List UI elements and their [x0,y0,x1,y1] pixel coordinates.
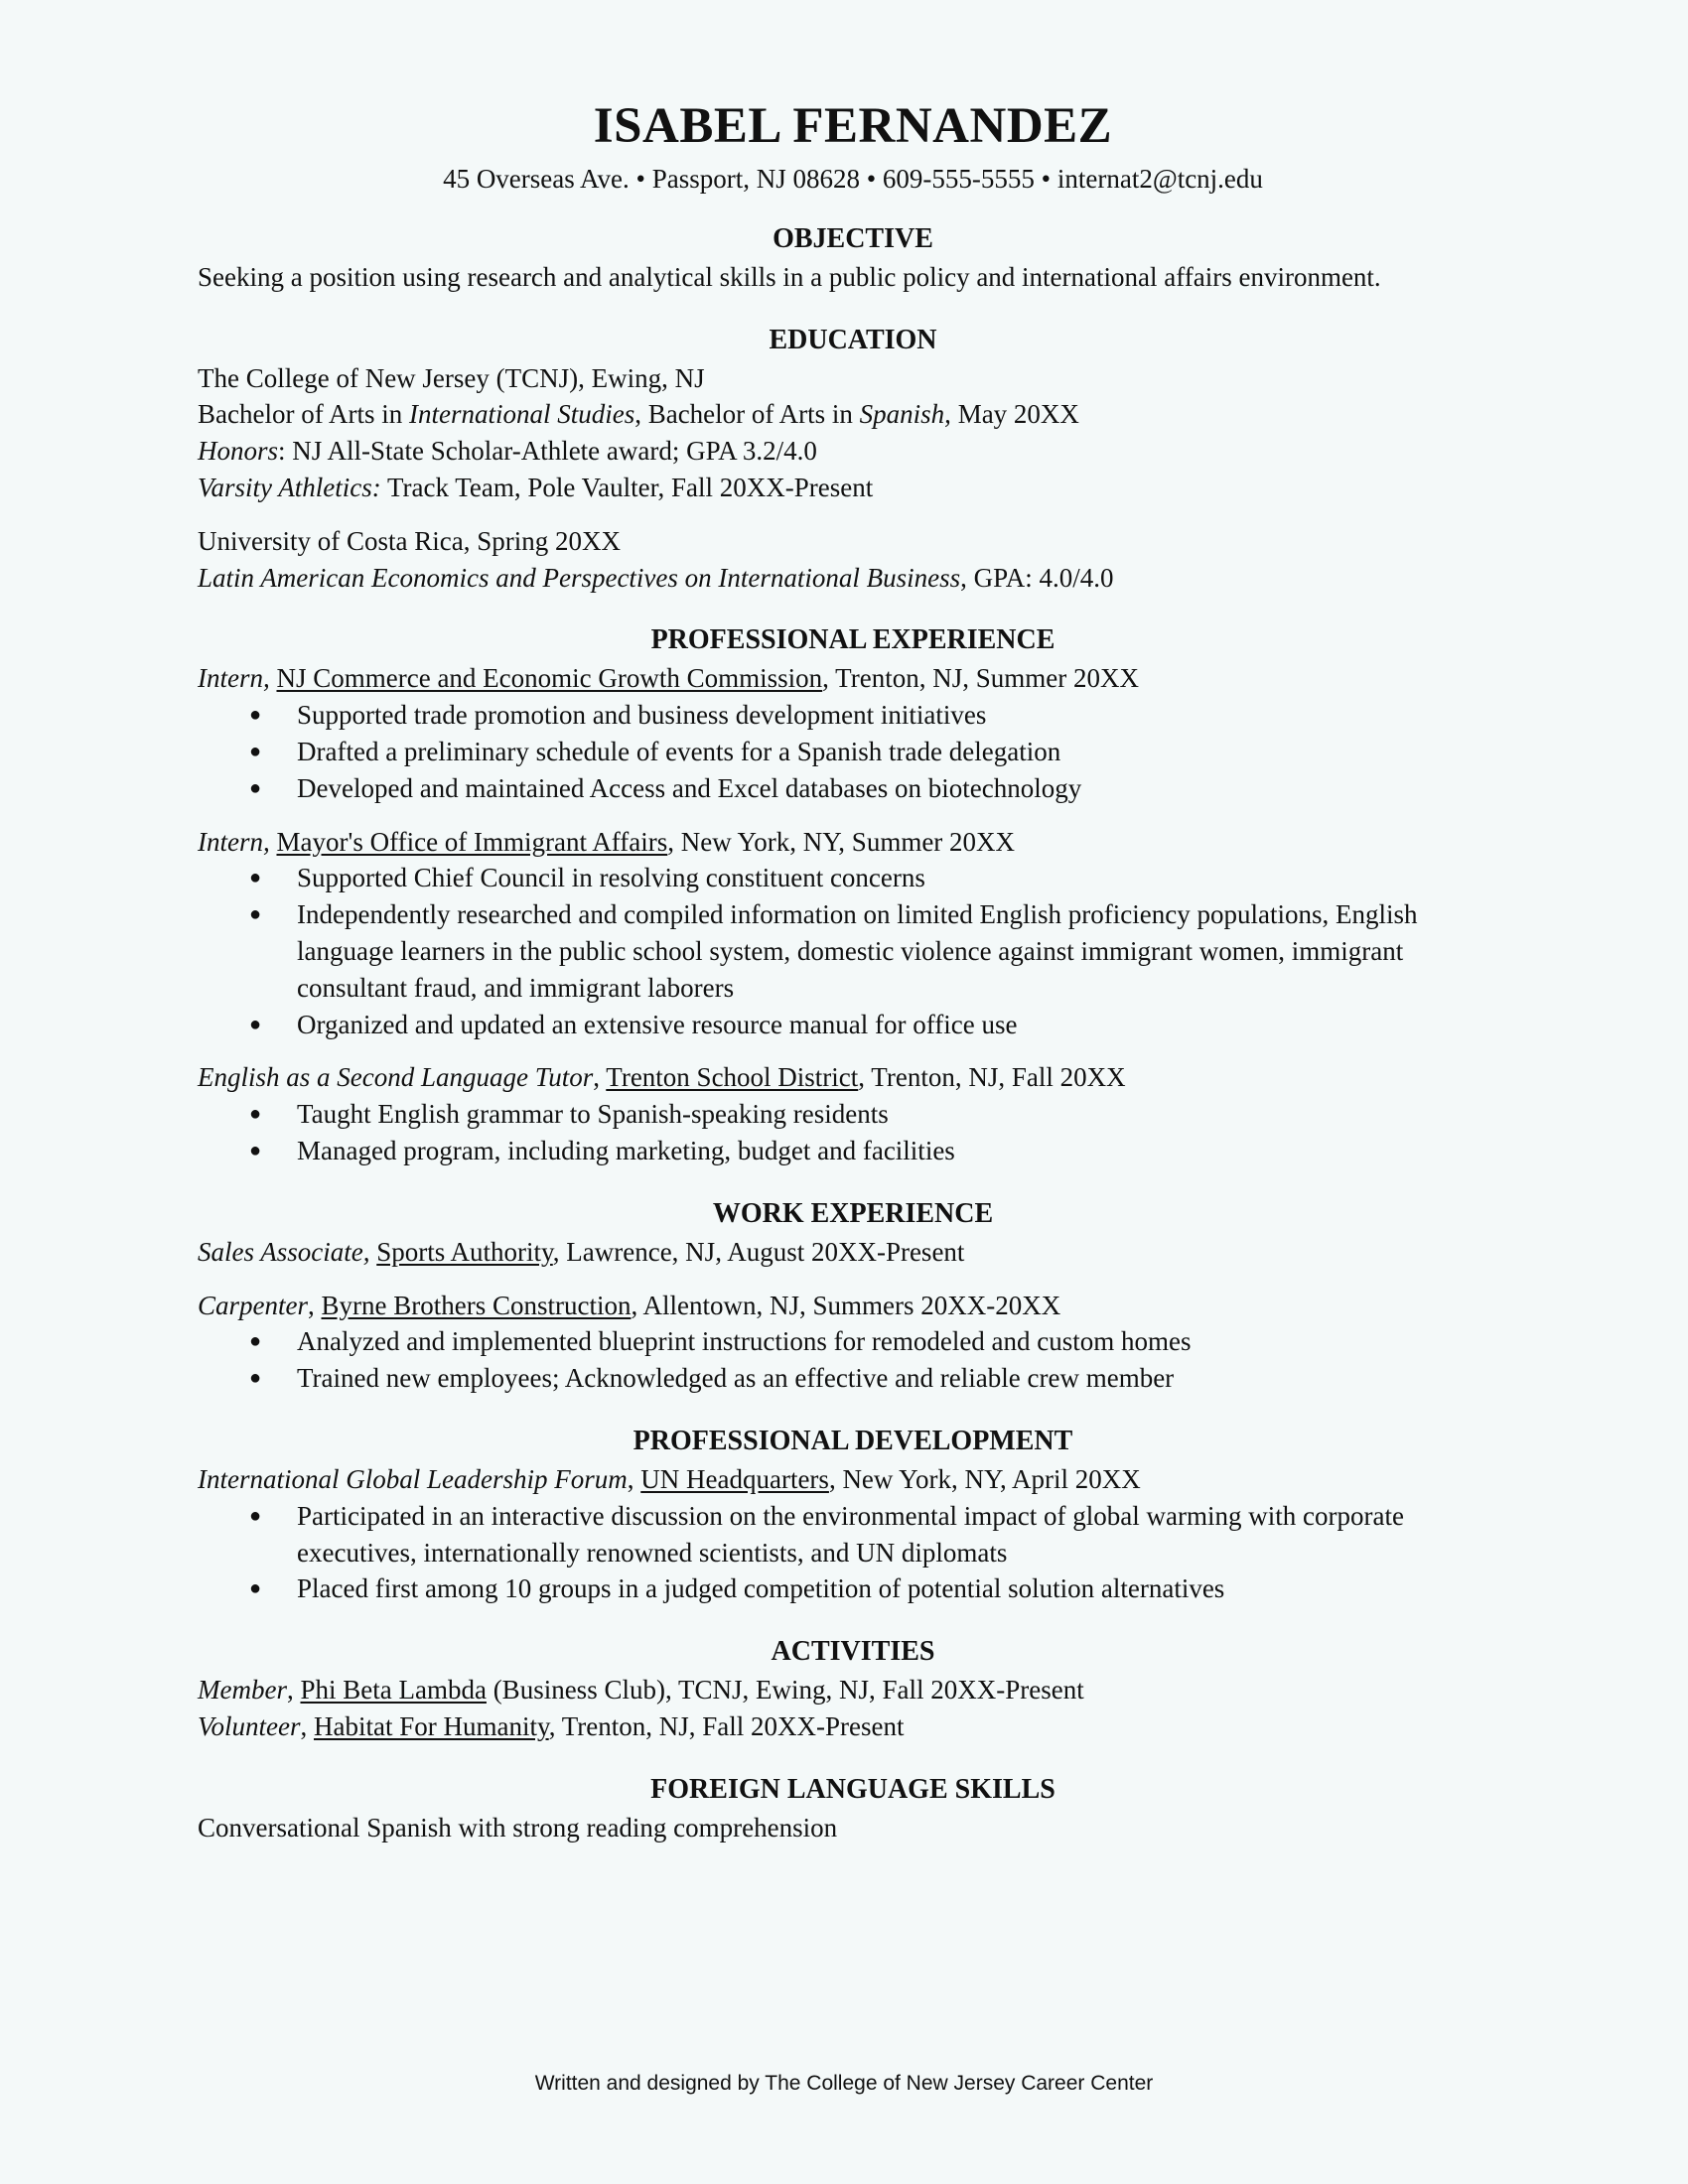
bullet-text: Developed and maintained Access and Excel databases on biotechnology [297,772,1082,803]
bullet-icon: ● [249,1013,262,1035]
job-details: , Lawrence, NJ, August 20XX-Present [552,1236,965,1267]
activity-organization: Habitat For Humanity [313,1710,549,1741]
activity-item: Volunteer, Habitat For Humanity, Trenton, NJ, Fall 20XX-Present [198,1710,905,1741]
bullet-text: Independently researched and compiled information on limited English proficiency populations, English language learners in the public school system, domestic violence against immigrant women, immigrant consultant fraud, and immigrant laborers [297,899,1418,1003]
job-entry [198,1288,1508,1397]
degree-date: May 20XX [950,399,1079,430]
athletics-line [198,470,1508,506]
job-title: English as a Second Language Tutor [198,1062,594,1093]
bullet-text: Taught English grammar to Spanish-speaking residents [297,1099,889,1130]
degree-major-1: International Studies [408,399,635,430]
job-title-line [198,660,1508,697]
school-name: University of Costa Rica, Spring 20XX [198,525,621,556]
development-organization: UN Headquarters [640,1463,829,1494]
bullet-text: Analyzed and implemented blueprint instructions for remodeled and custom homes [297,1326,1192,1357]
bullet-icon: ● [249,903,262,926]
bullet-item [198,1133,1508,1169]
school-name: The College of New Jersey (TCNJ), Ewing, NJ [198,362,705,393]
degree-middle: , Bachelor of Arts in [634,399,860,430]
activities-section [198,1634,1508,1745]
education-heading: EDUCATION [769,324,937,355]
activity-organization: Phi Beta Lambda [300,1675,487,1706]
development-title: International Global Leadership Forum [198,1463,628,1494]
job-title: Intern, [198,663,270,694]
education-entry-costa-rica [198,523,1508,597]
gpa-text: , GPA: 4.0/4.0 [960,562,1114,593]
resume-content [198,95,1508,1873]
job-title-line [198,1234,1508,1271]
activity-details: (Business Club), TCNJ, Ewing, NJ, Fall 20XX-Present [486,1675,1084,1706]
bullet-icon: ● [249,867,262,889]
professional-experience-heading: PROFESSIONAL EXPERIENCE [650,624,1055,656]
athletics-text: Track Team, Pole Vaulter, Fall 20XX-Present [380,472,874,502]
job-details: , New York, NY, Summer 20XX [667,826,1016,857]
activities-heading: ACTIVITIES [771,1636,935,1668]
degree-line [198,396,1508,433]
footer-credit: Written and designed by The College of New Jersey Career Center [534,2072,1154,2095]
honors-line [198,433,1508,470]
bullet-icon: ● [249,740,262,762]
job-title: Sales Associate, [198,1236,370,1267]
job-title-line: Carpenter, Byrne Brothers Construction, Allentown, NJ, Summers 20XX-20XX [198,1290,1061,1320]
contact-info: 45 Overseas Ave. • Passport, NJ 08628 • 609-555-5555 • internat2@tcnj.edu [443,164,1263,194]
job-bullets [198,1323,1508,1397]
bullet-icon: ● [249,1103,262,1126]
activity-details: , Trenton, NJ, Fall 20XX-Present [548,1710,905,1741]
bullet-icon: ● [249,1139,262,1161]
job-title: Carpenter [198,1290,308,1320]
bullet-text: Supported Chief Council in resolving constituent concerns [297,863,925,893]
bullet-icon: ● [249,1577,262,1600]
professional-development-section [198,1424,1508,1607]
job-entry [198,824,1508,1043]
job-details: , Allentown, NJ, Summers 20XX-20XX [631,1290,1061,1320]
courses-text: Latin American Economics and Perspectives on International Business [198,562,961,593]
job-entry [198,1234,1508,1271]
bullet-item [198,896,1508,1006]
job-title-line [198,824,1508,861]
bullet-text: Placed first among 10 groups in a judged competition of potential solution alternatives [297,1573,1225,1604]
job-bullets [198,860,1508,1042]
bullet-icon: ● [249,704,262,727]
courses-line [198,560,1508,597]
bullet-item [198,1323,1508,1360]
development-details: , New York, NY, April 20XX [828,1463,1141,1494]
bullet-text: Organized and updated an extensive resource manual for office use [297,1009,1018,1039]
bullet-text: Supported trade promotion and business development initiatives [297,700,987,731]
athletics-label: Varsity Athletics: [198,472,381,502]
objective-section [198,221,1508,296]
degree-prefix: Bachelor of Arts in [198,399,409,430]
bullet-item [198,770,1508,807]
bullet-text: Participated in an interactive discussion on the environmental impact of global warming with corporate executives, internationally renowned scientists, and UN diplomats [297,1500,1404,1568]
bullet-text: Managed program, including marketing, budget and facilities [297,1135,955,1165]
bullet-text: Drafted a preliminary schedule of events for a Spanish trade delegation [297,736,1061,766]
activity-item: Member, Phi Beta Lambda (Business Club), TCNJ, Ewing, NJ, Fall 20XX-Present [198,1675,1084,1706]
activity-role: Volunteer [198,1710,301,1741]
honors-text: : NJ All-State Scholar-Athlete award; GPA 3.2/4.0 [278,436,817,467]
applicant-name: ISABEL FERNANDEZ [593,98,1113,154]
job-organization: Sports Authority [376,1236,553,1267]
bullet-icon: ● [249,1330,262,1353]
professional-development-heading: PROFESSIONAL DEVELOPMENT [633,1425,1073,1456]
development-entry [198,1461,1508,1607]
job-organization: NJ Commerce and Economic Growth Commission [276,663,823,694]
bullet-text: Trained new employees; Acknowledged as an effective and reliable crew member [297,1363,1175,1394]
development-bullets [198,1498,1508,1607]
bullet-item [198,1007,1508,1043]
job-title: Intern, [198,826,270,857]
bullet-item [198,734,1508,770]
objective-heading: OBJECTIVE [773,222,933,254]
bullet-item [198,860,1508,896]
job-organization: Byrne Brothers Construction [321,1290,632,1320]
job-organization: Mayor's Office of Immigrant Affairs [276,826,668,857]
education-entry-tcnj [198,360,1508,506]
development-title-line: International Global Leadership Forum, UN Headquarters, New York, NY, April 20XX [198,1463,1141,1494]
bullet-icon: ● [249,1504,262,1527]
education-section [198,323,1508,597]
degree-major-2: Spanish, [859,399,951,430]
bullet-item [198,1498,1508,1571]
job-bullets [198,1096,1508,1169]
bullet-item [198,697,1508,734]
languages-heading: FOREIGN LANGUAGE SKILLS [650,1773,1055,1805]
professional-experience-section [198,622,1508,1168]
job-entry [198,1059,1508,1168]
activity-role: Member [198,1675,287,1706]
job-details: , Trenton, NJ, Summer 20XX [822,663,1139,694]
bullet-icon: ● [249,1367,262,1390]
job-entry [198,660,1508,806]
job-details: , Trenton, NJ, Fall 20XX [858,1062,1126,1093]
bullet-icon: ● [249,776,262,799]
bullet-item [198,1096,1508,1133]
languages-text: Conversational Spanish with strong reading comprehension [198,1812,838,1843]
bullet-item [198,1570,1508,1607]
work-experience-heading: WORK EXPERIENCE [712,1197,994,1229]
job-title-line: English as a Second Language Tutor, Trenton School District, Trenton, NJ, Fall 20XX [198,1062,1126,1093]
bullet-item [198,1360,1508,1397]
languages-section [198,1772,1508,1846]
objective-text: Seeking a position using research and analytical skills in a public policy and international affairs environment. [198,261,1381,292]
job-organization: Trenton School District [606,1062,859,1093]
work-experience-section [198,1196,1508,1397]
honors-label: Honors [198,436,279,467]
job-bullets [198,697,1508,806]
